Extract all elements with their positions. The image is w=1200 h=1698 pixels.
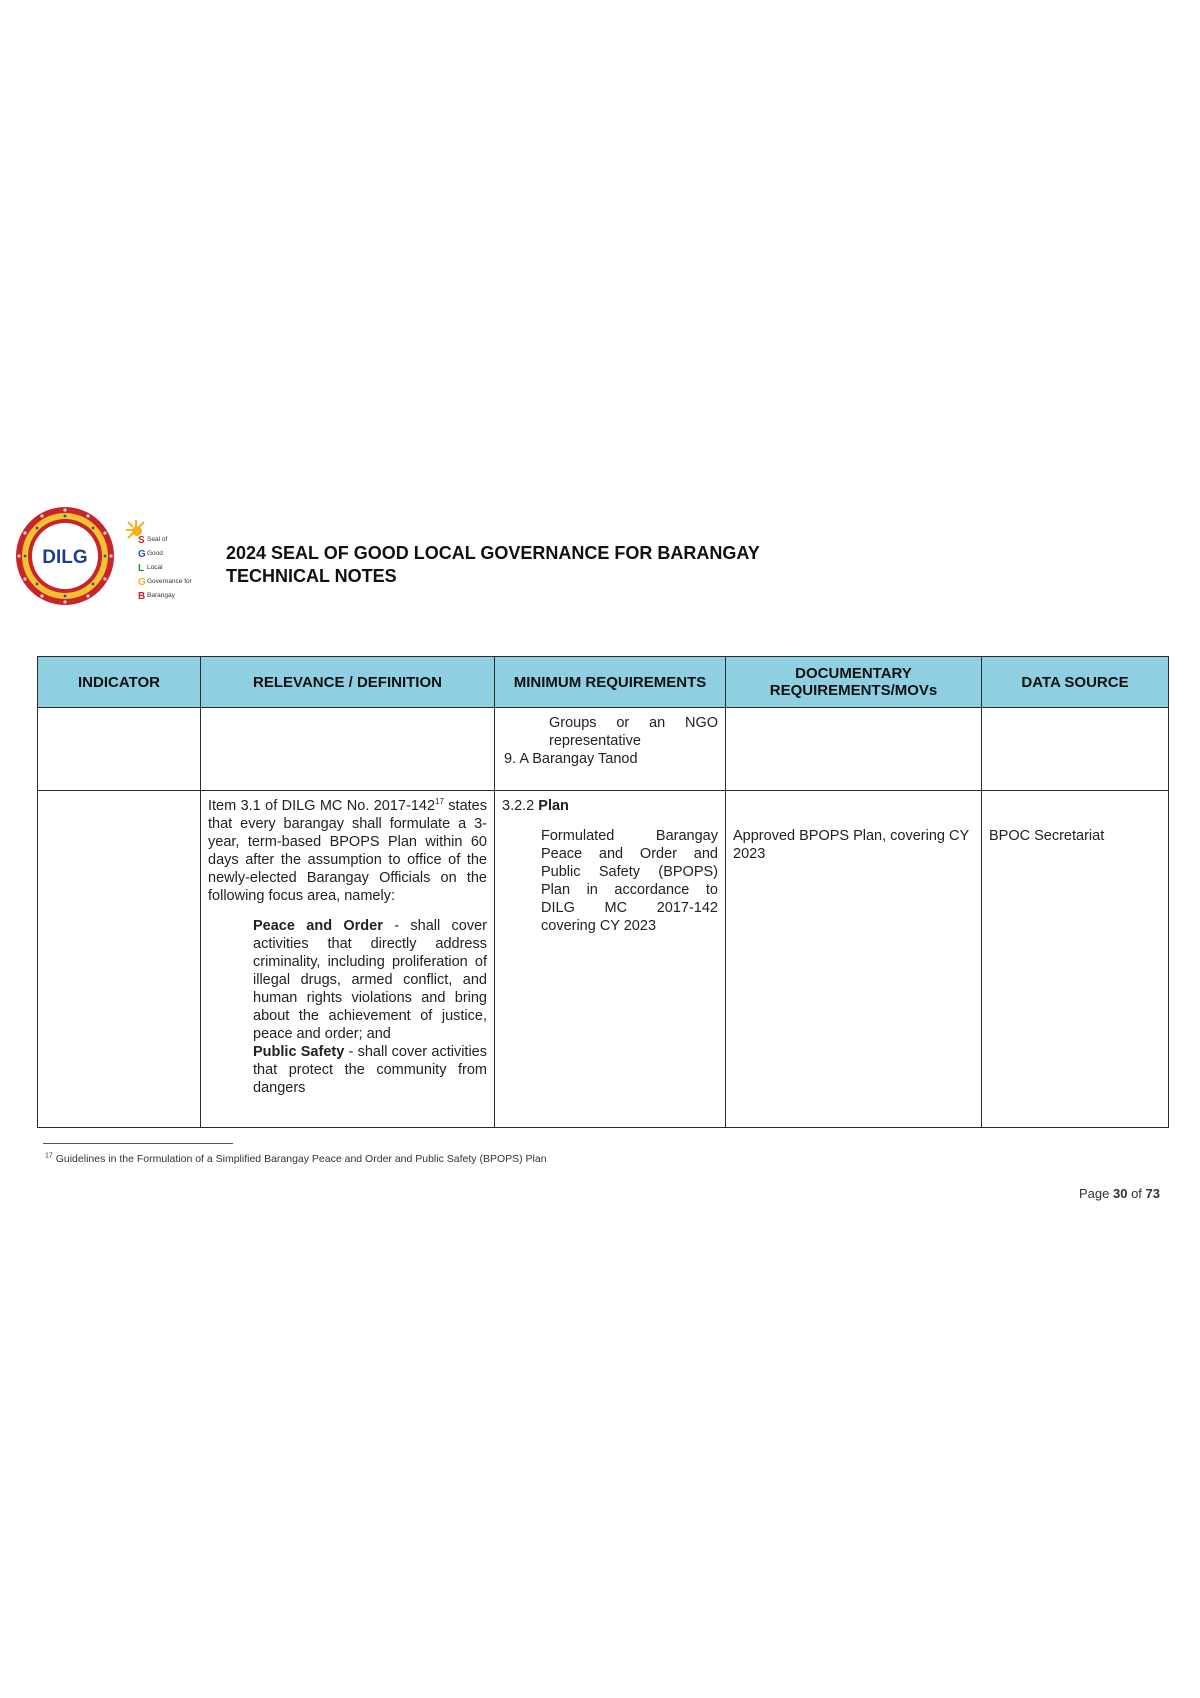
cell-data-source	[982, 708, 1169, 791]
header-minimum-requirements: MINIMUM REQUIREMENTS	[495, 657, 726, 708]
requirement-item-9: 9. A Barangay Tanod	[504, 751, 638, 767]
svg-text:G: G	[138, 577, 146, 588]
footnote-ref: 17	[435, 797, 444, 807]
continued-requirement: Groups or an NGO representative	[549, 715, 718, 749]
header-relevance: RELEVANCE / DEFINITION	[201, 657, 495, 708]
footnote-divider	[43, 1143, 233, 1144]
title-line-1: 2024 SEAL OF GOOD LOCAL GOVERNANCE FOR BARANGAY	[226, 543, 760, 563]
svg-text:Local: Local	[147, 564, 163, 571]
svg-text:DILG: DILG	[42, 547, 88, 568]
documentary-text: Approved BPOPS Plan, covering CY 2023	[733, 828, 969, 862]
svg-text:Barangay: Barangay	[147, 592, 175, 599]
svg-text:L: L	[138, 563, 145, 574]
header-indicator: INDICATOR	[38, 657, 201, 708]
technical-notes-table	[37, 656, 1169, 1128]
title-line-2: TECHNICAL NOTES	[226, 566, 397, 586]
svg-text:B: B	[138, 591, 146, 602]
public-safety-definition: Public Safety - shall cover activities that protect the community from dangers	[253, 1044, 487, 1096]
svg-text:Good: Good	[147, 550, 163, 557]
data-source-text: BPOC Secretariat	[989, 828, 1105, 844]
svg-text:G: G	[138, 549, 146, 560]
cell-documentary	[726, 708, 982, 791]
cell-data-source	[982, 791, 1169, 1128]
table-row	[38, 791, 1169, 1128]
svg-text:Seal of: Seal of	[147, 536, 168, 543]
cell-indicator	[38, 791, 201, 1128]
peace-and-order-definition: Peace and Order - shall cover activities that directly address criminality, including proliferation of illegal drugs, armed conflict, and human rights violations and bring about the achievement of justice, peace and order; and	[253, 918, 487, 1042]
document-title	[226, 542, 760, 588]
svg-text:S: S	[138, 535, 145, 546]
requirement-heading: 3.2.2 Plan	[502, 798, 569, 814]
header-documentary-requirements: DOCUMENTARY REQUIREMENTS/MOVs	[726, 657, 982, 708]
cell-minimum-requirements	[495, 708, 726, 791]
cell-documentary	[726, 791, 982, 1128]
table-row	[38, 708, 1169, 791]
dilg-seal-logo	[15, 506, 115, 606]
requirement-text: Formulated Barangay Peace and Order and Public Safety (BPOPS) Plan in accordance to DILG MC 2017-142 covering CY 2023	[541, 828, 718, 934]
slgb-logo	[124, 518, 212, 602]
svg-text:Governance for: Governance for	[147, 578, 192, 585]
cell-relevance	[201, 708, 495, 791]
relevance-intro: Item 3.1 of DILG MC No. $2017-142^{17}$ states that every barangay shall formulate a 3-year, term-based BPOPS Plan within 60 days after the assumption to office of the newly-elected Barangay Officials on the following focus area, namely:	[208, 797, 487, 904]
table-header-row	[38, 657, 1169, 708]
page-number: Page 30 of 73	[1079, 1186, 1160, 1201]
definitions	[208, 917, 487, 1097]
header-data-source: DATA SOURCE	[982, 657, 1169, 708]
cell-relevance	[201, 791, 495, 1128]
cell-minimum-requirements	[495, 791, 726, 1128]
cell-indicator	[38, 708, 201, 791]
footnote: $^{17}$ Guidelines in the Formulation of a Simplified Barangay Peace and Order and Public Safety (BPOPS) Plan	[45, 1152, 547, 1165]
